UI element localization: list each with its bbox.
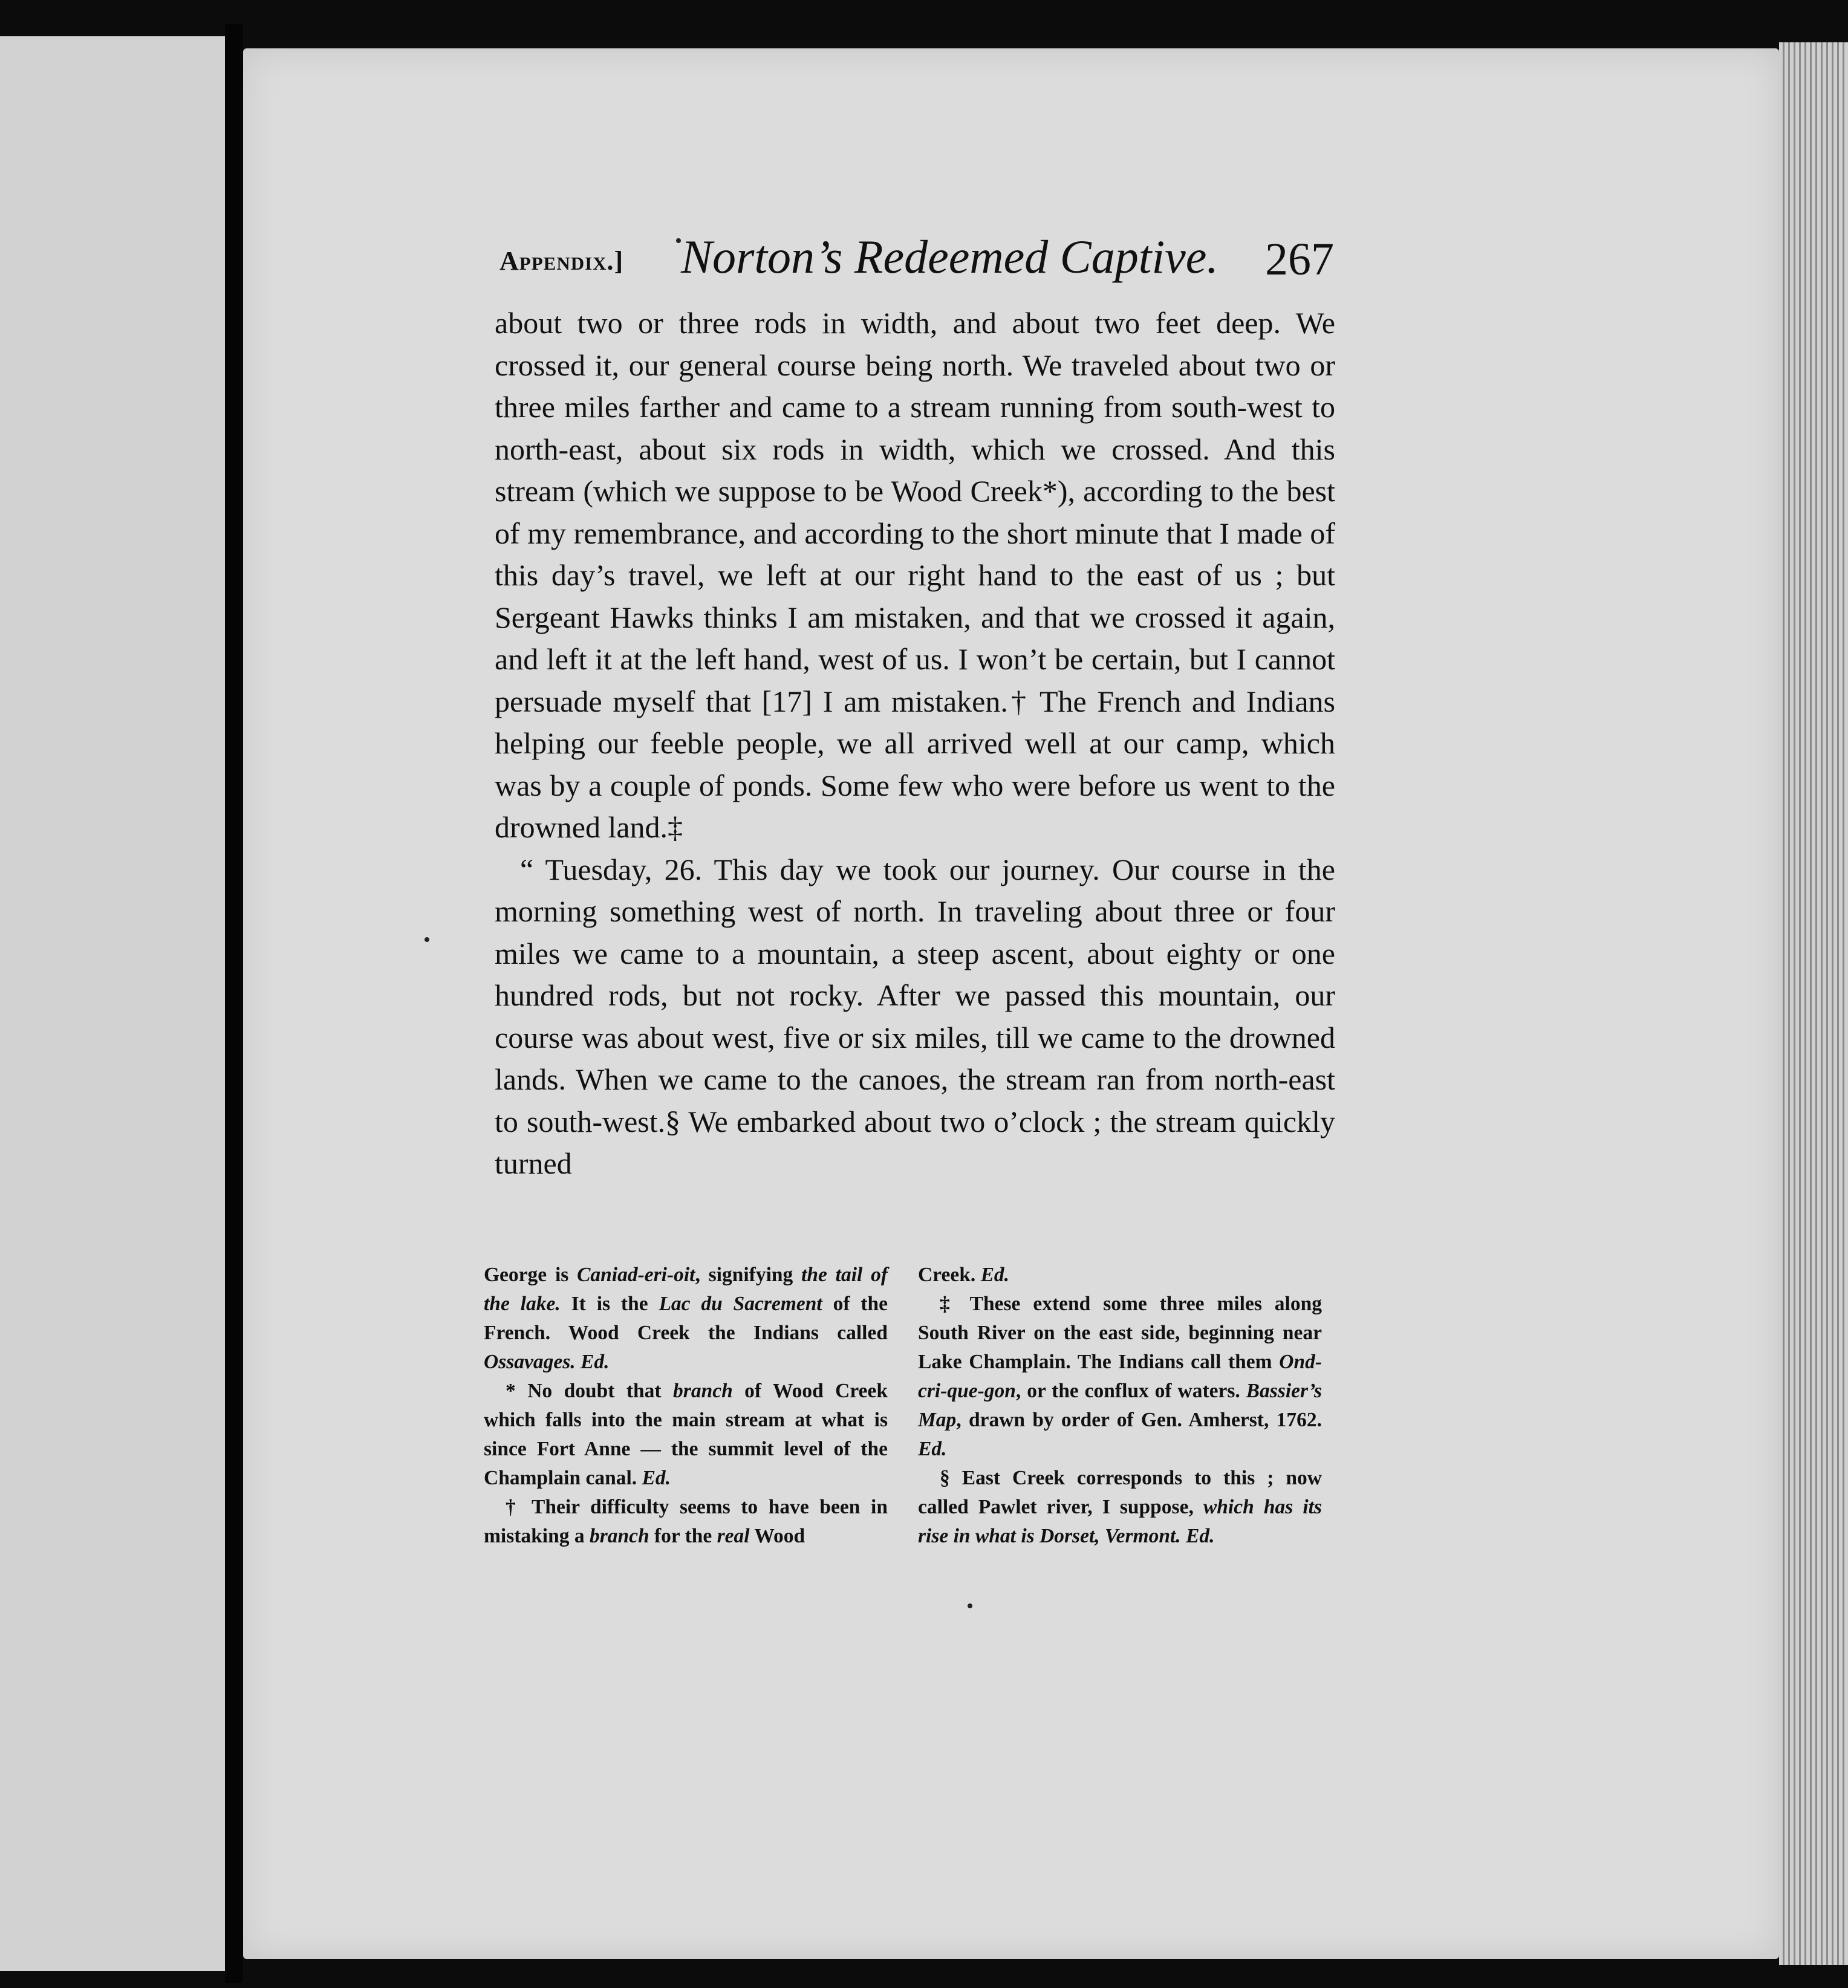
facing-page	[0, 36, 227, 1971]
ink-speck	[425, 937, 429, 942]
running-title: Norton’s Redeemed Captive.	[681, 230, 1218, 283]
footnote: * No doubt that branch of Wood Creek which falls into the main stream at what is since Fort Anne — the summit level of the Champlain canal. Ed.	[484, 1380, 888, 1489]
footnote-column-right	[918, 1261, 1322, 1551]
footnote: ‡ These extend some three miles along South River on the east side, beginning near Lake Champlain. The Indians call them Ond-cri-que-gon, or the conflux of waters. Bassier’s Map, drawn by order of Gen. Amherst, 1762. Ed.	[918, 1293, 1322, 1460]
footnote: † Their difficulty seems to have been in mistaking a branch for the real Wood	[484, 1496, 888, 1547]
main-text	[495, 302, 1335, 1185]
footnote: Creek. Ed.	[918, 1264, 1010, 1286]
footnote: § East Creek corresponds to this ; now called Pawlet river, I suppose, which has its rise in what is Dorset, Vermont. Ed.	[918, 1467, 1322, 1547]
page-number: 267	[1265, 234, 1334, 285]
paragraph: about two or three rods in width, and about two feet deep. We crossed it, our general course being north. We traveled about two or three miles farther and came to a stream running from south-west to north-east, about six rods in width, which we crossed. And this stream (which we suppose to be Wood Creek*), according to the best of my remembrance, and according to the short minute that I made of this day’s travel, we left at our right hand to the east of us ; but Sergeant Hawks thinks I am mistaken, and that we crossed it again, and left it at the left hand, west of us. I won’t be certain, but I cannot persuade myself that [17] I am mistaken.† The French and Indians helping our feeble people, we all arrived well at our camp, which was by a couple of ponds. Some few who were before us went to the drowned land.‡	[495, 306, 1335, 844]
page-edges	[1779, 42, 1848, 1965]
ink-speck	[968, 1603, 972, 1608]
book-gutter	[225, 24, 243, 1983]
section-label: Appendix.]	[499, 246, 624, 276]
footnotes	[484, 1261, 1330, 1581]
running-header	[499, 230, 1334, 302]
footnote-column-left	[484, 1261, 888, 1551]
footnote: George is Caniad-eri-oit, signifying the tail of the lake. It is the Lac du Sacrement of the French. Wood Creek the Indians called Ossavages. Ed.	[484, 1264, 888, 1373]
paragraph: “ Tuesday, 26. This day we took our journey. Our course in the morning something west of north. In traveling about three or four miles we came to a mountain, a steep ascent, about eighty or one hundred rods, but not rocky. After we passed this mountain, our course was about west, five or six miles, till we came to the drowned lands. When we came to the canoes, the stream ran from north-east to south-west.§ We embarked about two o’clock ; the stream quickly turned	[495, 852, 1335, 1180]
